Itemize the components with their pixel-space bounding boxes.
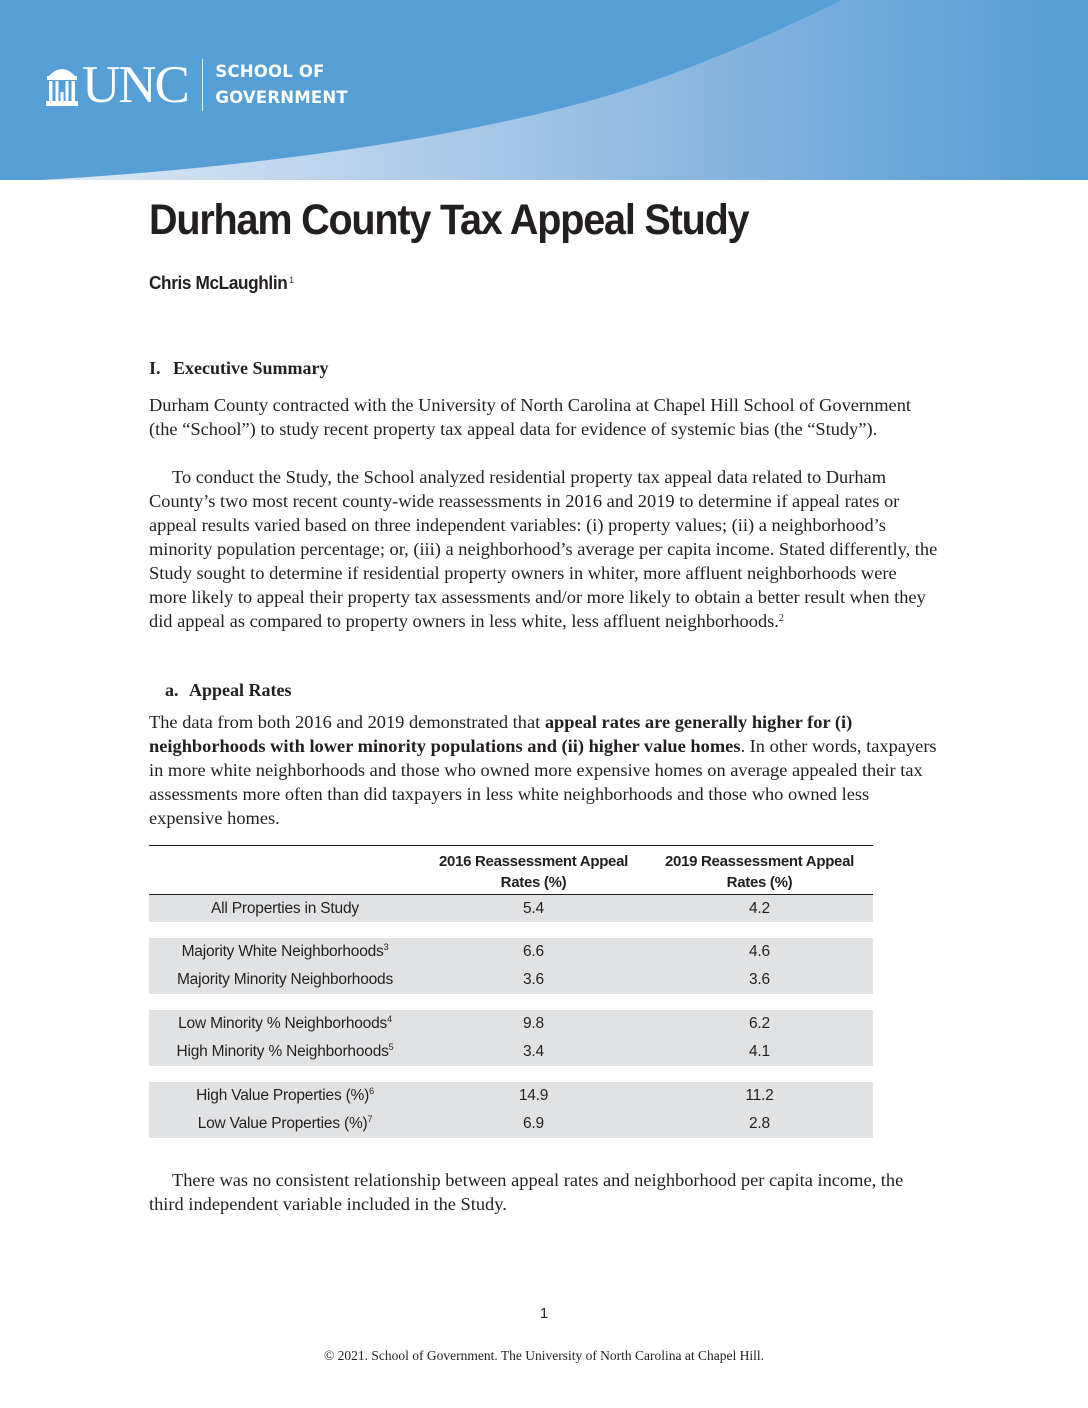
row-label xyxy=(149,1015,421,1033)
table-header-cell: 2019 Reassessment Appeal Rates (%) xyxy=(664,853,855,891)
table-row xyxy=(149,1082,873,1110)
unc-sog-logo[interactable] xyxy=(46,55,348,114)
table-header-cell xyxy=(149,846,421,894)
table-header-cell: 2016 Reassessment Appeal Rates (%) xyxy=(438,853,629,891)
value-2019: 4.2 xyxy=(749,899,770,917)
author-name: Chris McLaughlin xyxy=(149,272,288,293)
logo-divider xyxy=(202,59,204,111)
value-2019: 2.8 xyxy=(749,1115,770,1132)
section-number: a. xyxy=(165,680,179,700)
row-label-text: Low Minority % Neighborhoods xyxy=(178,1015,388,1032)
row-label-text: All Properties in Study xyxy=(211,899,359,917)
paragraph-text: The data from both 2016 and 2019 demonstrated that xyxy=(149,712,545,732)
section-title: Appeal Rates xyxy=(189,680,292,700)
table-row-group xyxy=(149,895,873,922)
appeal-rates-table xyxy=(149,845,873,1138)
paragraph: There was no consistent relationship between appeal rates and neighborhood per capita income, the third independent variable included in the Study. xyxy=(149,1170,904,1214)
table-row-group xyxy=(149,938,873,994)
author-byline xyxy=(149,272,294,294)
section-number: I. xyxy=(149,358,161,378)
table-header-row xyxy=(149,846,873,895)
row-label-text: Majority White Neighborhoods xyxy=(181,943,384,960)
row-label-text: High Value Properties (%) xyxy=(196,1087,370,1104)
logo-unit-line-1: SCHOOL OF xyxy=(215,62,325,81)
logo-wordmark: UNC xyxy=(82,55,188,114)
table-row-group xyxy=(149,1082,873,1138)
old-well-icon xyxy=(46,63,78,107)
value-2019: 4.1 xyxy=(749,1043,770,1060)
section-heading-executive-summary xyxy=(149,358,328,379)
footnote-ref[interactable]: 4 xyxy=(387,1014,392,1024)
value-2019: 3.6 xyxy=(749,971,770,988)
row-label xyxy=(149,1087,421,1105)
section-heading-appeal-rates xyxy=(165,680,292,701)
table-row xyxy=(149,966,873,994)
paragraph-text: . In other words, taxpayers in more white neighborhoods and those who owned more expensive homes on average appealed their tax assessments more often than did taxpayers in less white neighborhoods and those who owned less expensive homes. xyxy=(149,736,937,828)
value-2016: 3.4 xyxy=(523,1043,544,1060)
row-label xyxy=(149,943,421,961)
row-label-text: Low Value Properties (%) xyxy=(197,1115,368,1132)
copyright-footer: © 2021. School of Government. The University of North Carolina at Chapel Hill. xyxy=(323,1348,765,1363)
logo-unit-line-2: GOVERNMENT xyxy=(215,88,348,107)
section-title: Executive Summary xyxy=(173,358,329,378)
footnote-ref[interactable]: 3 xyxy=(383,942,389,952)
paragraph: Durham County contracted with the University of North Carolina at Chapel Hill School of Government (the “School”) to study recent property tax appeal data for evidence of systemic bias (the “Study”). xyxy=(149,395,912,439)
footnote-ref[interactable]: 5 xyxy=(388,1042,394,1052)
value-2019: 11.2 xyxy=(745,1087,774,1104)
value-2016: 6.6 xyxy=(523,943,544,960)
logo-unit-name xyxy=(215,59,347,111)
value-2016: 3.6 xyxy=(523,971,544,988)
paragraph-text: To conduct the Study, the School analyzed residential property tax appeal data related to Durham County’s two most recent county-wide reassessments in 2016 and 2019 to determine if appeal rates or appeal results varied based on three independent variables: (i) property values; (ii) a neighborhood’s minority population percentage; or, (iii) a neighborhood’s average per capita income. Stated differently, the Study sought to determine if residential property owners in whiter, more affluent neighborhoods were more likely to appeal their property tax assessments and/or more likely to obtain a better result when they did appeal as compared to property owners in less white, less affluent neighborhoods. xyxy=(149,467,938,631)
row-label-text: Majority Minority Neighborhoods xyxy=(176,971,394,988)
table-row xyxy=(149,1038,873,1066)
page-number: 1 xyxy=(539,1305,549,1322)
table-row xyxy=(149,895,873,922)
table-row xyxy=(149,1110,873,1138)
document-title: Durham County Tax Appeal Study xyxy=(149,196,749,244)
footnote-ref[interactable]: 7 xyxy=(367,1114,373,1124)
footnote-ref[interactable]: 2 xyxy=(778,613,784,624)
paragraph xyxy=(149,710,939,830)
table-row xyxy=(149,938,873,966)
row-label xyxy=(149,1115,421,1133)
value-2019: 4.6 xyxy=(749,943,770,960)
paragraph xyxy=(149,465,939,633)
table-row-group xyxy=(149,1010,873,1066)
value-2016: 5.4 xyxy=(523,899,544,917)
paragraph-emphasis: appeal rates are generally higher for (i) neighborhoods with lower minority populations and (ii) higher value homes xyxy=(149,712,853,756)
row-label xyxy=(149,900,421,918)
row-label-text: High Minority % Neighborhoods xyxy=(176,1043,389,1060)
footnote-ref[interactable]: 1 xyxy=(289,275,294,285)
footnote-ref[interactable]: 6 xyxy=(369,1086,374,1096)
value-2016: 6.9 xyxy=(523,1115,544,1132)
table-row xyxy=(149,1010,873,1038)
row-label xyxy=(149,971,421,989)
row-label xyxy=(149,1043,421,1061)
value-2016: 14.9 xyxy=(518,1087,549,1104)
value-2019: 6.2 xyxy=(749,1015,770,1032)
value-2016: 9.8 xyxy=(523,1015,544,1032)
